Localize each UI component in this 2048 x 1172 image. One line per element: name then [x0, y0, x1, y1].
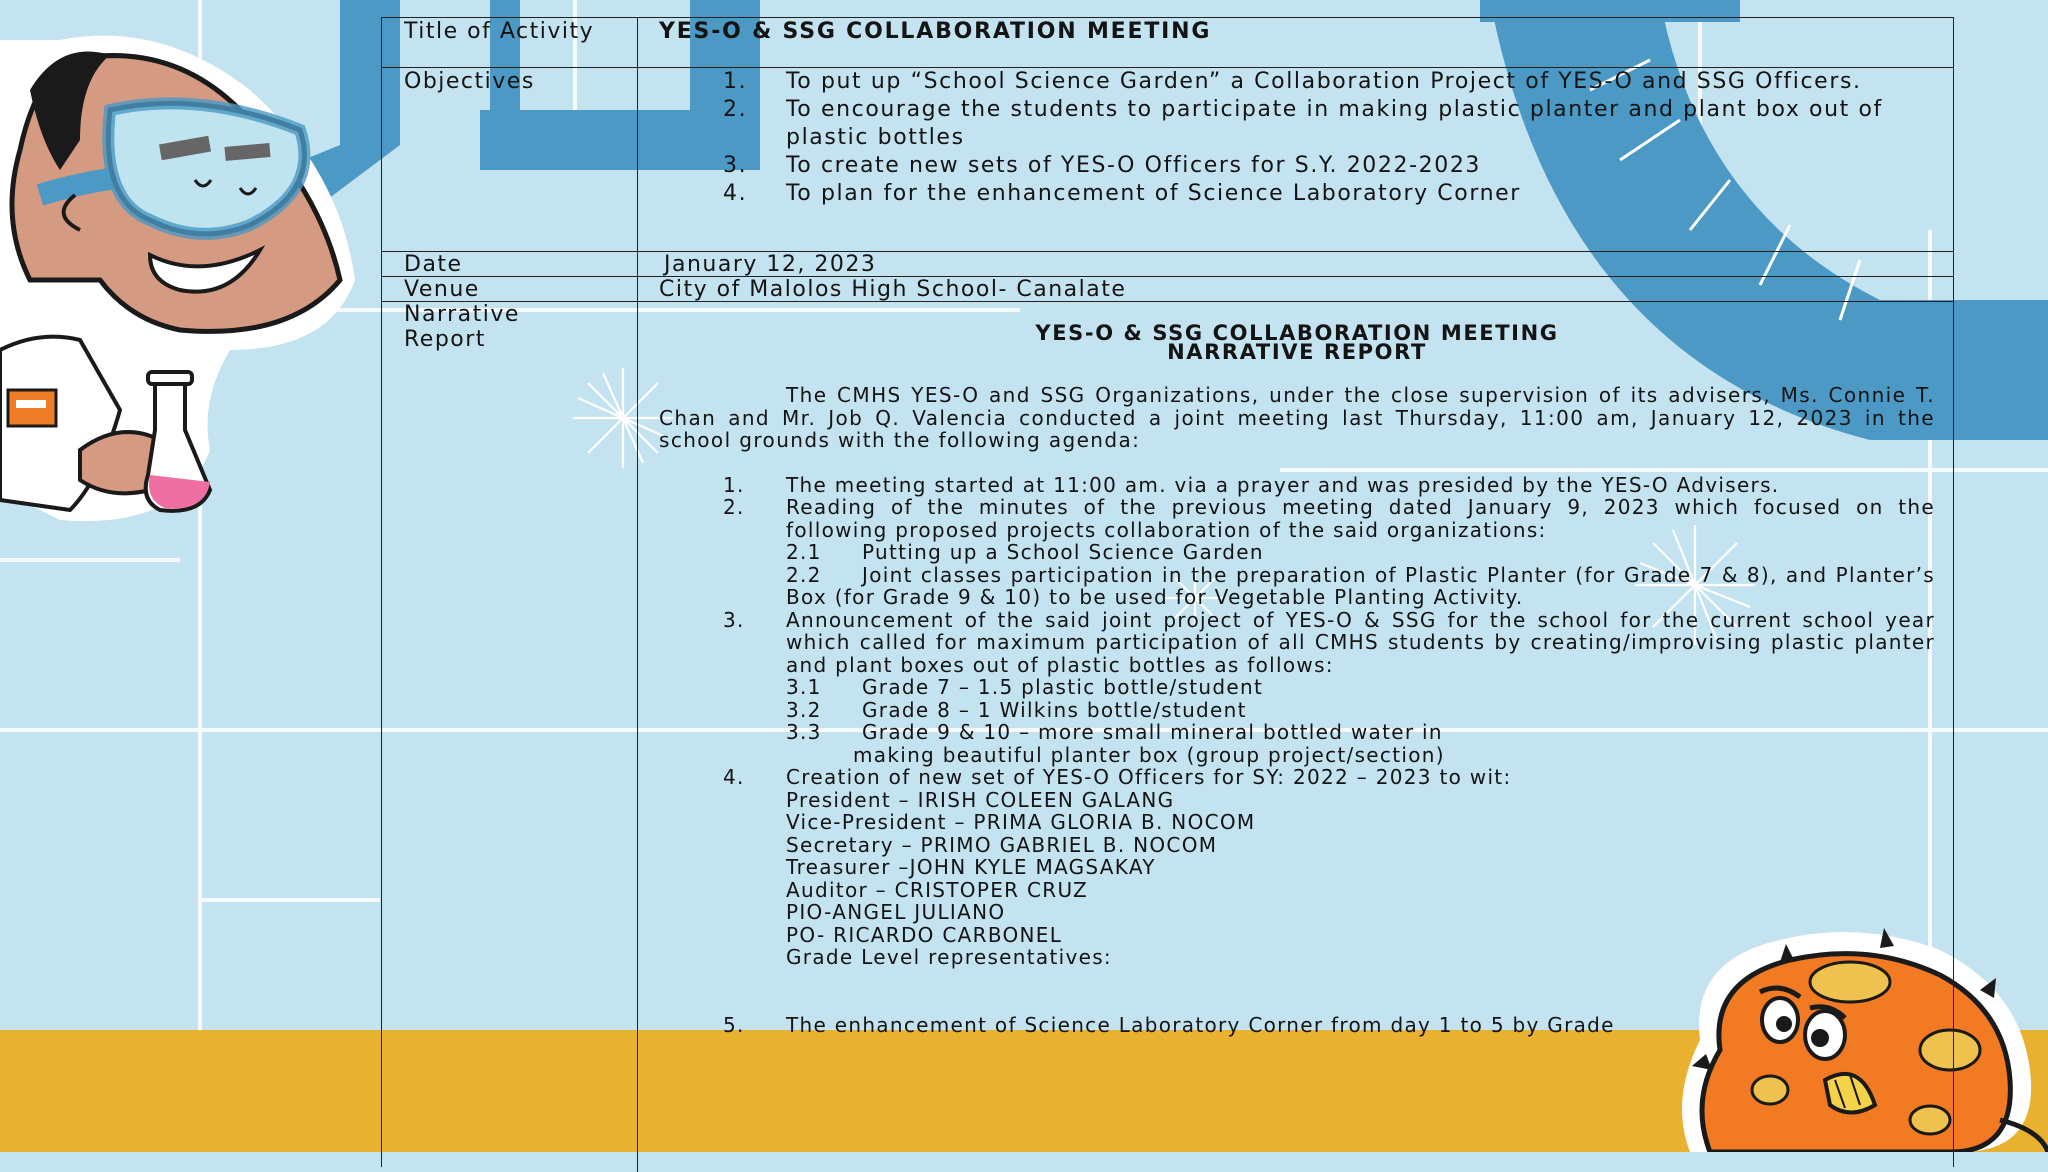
subitem-text: Joint classes participation in the preparation of Plastic Planter (for Grade 7 & 8), and Planter’s Box (for Grade 9 & 10) to be used for Vegetable Planting Activity.	[786, 562, 1935, 609]
objective-number: 1.	[723, 69, 748, 94]
activity-report-form	[381, 17, 1954, 1167]
report-intro-text: The CMHS YES-O and SSG Organizations, under the close supervision of its advisers, Ms. Connie T. Chan and Mr. Job Q. Valencia conducted a joint meeting last Thursday, 11:00 am, January 12, 2023 in the school grounds with the following agenda:	[659, 383, 1935, 452]
objective-item	[659, 152, 1935, 180]
objective-text: To encourage the students to participate in making plastic planter and plant box out of plastic bottles	[786, 97, 1883, 150]
date-row	[382, 251, 1953, 277]
agenda-subitem	[786, 676, 1935, 699]
subitem-text: Grade 9 & 10 – more small mineral bottled water in	[862, 720, 1443, 744]
title-row	[382, 17, 1953, 68]
venue-label: Venue	[404, 277, 480, 302]
date-value: January 12, 2023	[664, 252, 877, 277]
agenda-number: 3.	[723, 607, 745, 632]
officer-entry: PIO-ANGEL JULIANO	[786, 900, 1006, 924]
officer-entry: Vice-President – PRIMA GLORIA B. NOCOM	[786, 810, 1256, 834]
agenda-subitem	[786, 541, 1935, 564]
column-divider	[637, 277, 638, 302]
subitem-number: 3.1	[786, 675, 822, 699]
agenda-subitem	[786, 564, 1935, 609]
objective-number: 3.	[723, 153, 748, 178]
subitem-continuation: making beautiful planter box (group project/section)	[853, 742, 1445, 767]
title-label: Title of Activity	[404, 19, 595, 44]
objective-number: 2.	[723, 97, 748, 122]
agenda-text: Creation of new set of YES-O Officers for SY: 2022 – 2023 to wit:	[786, 765, 1512, 789]
narrative-report-body	[659, 321, 1935, 1037]
subitem-number: 2.1	[786, 540, 822, 564]
agenda-number: 4.	[723, 765, 745, 789]
objective-text: To put up “School Science Garden” a Collaboration Project of YES-O and SSG Officers.	[786, 69, 1862, 94]
agenda-subitem	[786, 721, 1935, 744]
objective-text: To plan for the enhancement of Science Laboratory Corner	[786, 181, 1521, 206]
subitem-text: Putting up a School Science Garden	[862, 540, 1264, 564]
subitem-text: Grade 7 – 1.5 plastic bottle/student	[862, 675, 1264, 699]
officer-entry: Grade Level representatives:	[786, 945, 1112, 969]
subitem-number: 2.2	[786, 562, 822, 587]
agenda-list	[659, 474, 1935, 1037]
narrative-row	[382, 301, 1953, 1172]
agenda-text: Announcement of the said joint project of YES-O & SSG for the school for the current school year which called for maximum participation of all CMHS students by creating/improvising plastic planter and plant boxes out of plastic bottles as follows:	[786, 607, 1935, 677]
officer-entry: Auditor – CRISTOPER CRUZ	[786, 877, 1089, 902]
column-divider	[637, 252, 638, 277]
agenda-number: 5.	[723, 1012, 745, 1037]
agenda-number: 2.	[723, 495, 745, 519]
objectives-list	[659, 68, 1935, 208]
agenda-item	[659, 609, 1935, 767]
date-label: Date	[404, 252, 463, 277]
subitem-number: 3.2	[786, 697, 822, 722]
report-heading	[659, 321, 1935, 364]
subitem-number: 3.3	[786, 720, 822, 744]
objective-item	[659, 180, 1935, 208]
report-heading-line1: YES-O & SSG COLLABORATION MEETING	[1035, 321, 1559, 345]
agenda-item	[659, 1014, 1935, 1037]
officer-entry: Secretary – PRIMO GABRIEL B. NOCOM	[786, 832, 1218, 857]
agenda-number: 1.	[723, 472, 745, 497]
objectives-label: Objectives	[404, 69, 535, 94]
agenda-text: The enhancement of Science Laboratory Corner from day 1 to 5 by Grade	[786, 1012, 1615, 1037]
column-divider	[637, 68, 638, 252]
agenda-text: The meeting started at 11:00 am. via a prayer and was presided by the YES-O Advisers.	[786, 472, 1780, 497]
activity-title: YES-O & SSG COLLABORATION MEETING	[659, 19, 1212, 44]
subitem-text: Grade 8 – 1 Wilkins bottle/student	[862, 697, 1247, 722]
agenda-text: Reading of the minutes of the previous meeting dated January 9, 2023 which focused on the following proposed projects collaboration of the said organizations:	[786, 495, 1935, 542]
report-heading-line2: NARRATIVE REPORT	[1167, 340, 1427, 364]
agenda-subitem	[786, 699, 1935, 722]
report-intro-paragraph	[659, 384, 1935, 452]
objective-text: To create new sets of YES-O Officers for S.Y. 2022-2023	[786, 153, 1482, 178]
scientist-illustration	[0, 20, 370, 530]
column-divider	[637, 18, 638, 68]
column-divider	[637, 302, 638, 1172]
objective-item	[659, 96, 1935, 152]
officer-entry: President – IRISH COLEEN GALANG	[786, 787, 1175, 812]
objective-item	[659, 68, 1935, 96]
agenda-item	[659, 474, 1935, 497]
officer-entry: PO- RICARDO CARBONEL	[786, 922, 1063, 947]
venue-row	[382, 276, 1953, 302]
agenda-item	[659, 496, 1935, 609]
venue-value: City of Malolos High School- Canalate	[659, 277, 1127, 302]
narrative-label: Narrative Report	[404, 302, 520, 352]
agenda-item	[659, 766, 1935, 969]
officer-entry: Treasurer –JOHN KYLE MAGSAKAY	[786, 855, 1156, 879]
objectives-row	[382, 67, 1953, 252]
objective-number: 4.	[723, 181, 748, 206]
